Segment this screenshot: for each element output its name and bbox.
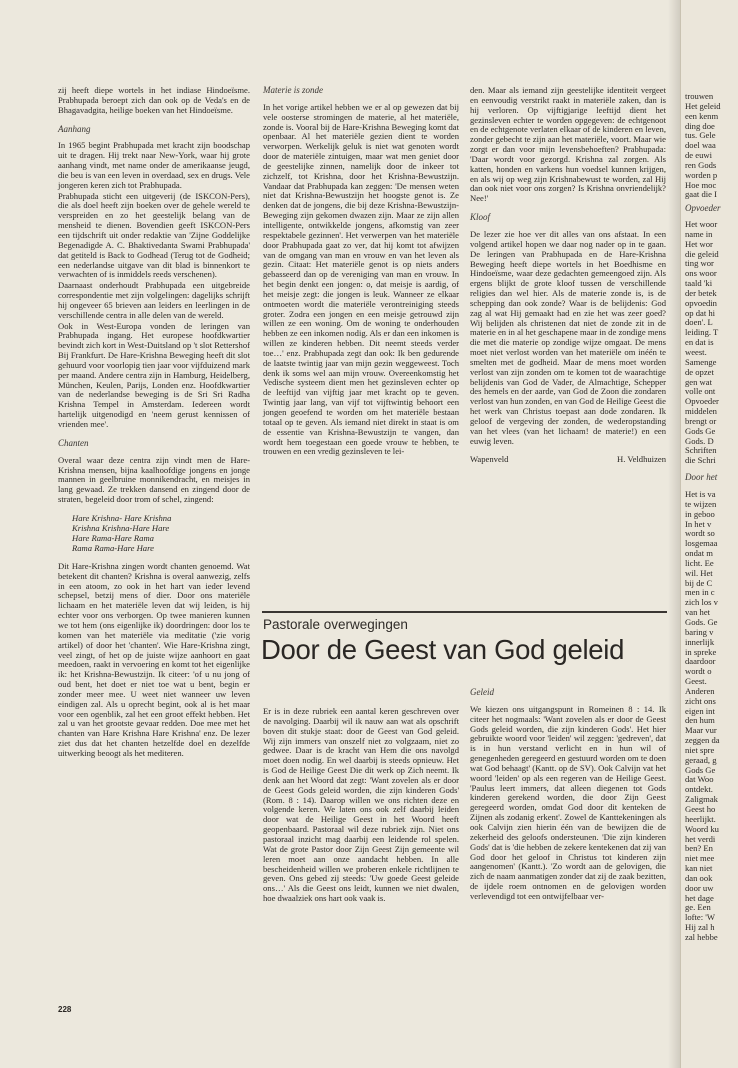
next-page-line: Woord ku — [685, 823, 719, 834]
place: Wapenveld — [470, 453, 509, 464]
author: H. Veldhuizen — [616, 453, 666, 464]
paragraph: Ook in West-Europa vonden de leringen van Prabhupada ingang. Het europese hoofdkwartier bevindt zich kort in West-Duitsland op 't slot Rettershof Bij Frankfurt. De Hare-Krishna Beweging heeft dit slot gehuurd voor voorlopig tien jaar voor vijfduizend mark per maand. Andere centra zijn in Hamburg, Heidelberg, München, Keulen, Parijs, Londen enz. Hoofdkwartier van de nederlandse beweging is de Sri Sri Radha Krishna Tempel in Amsterdam. Iedereen wordt hartelijk uitgenodigd en 'neem gerust kennissen of vrienden mee'. — [58, 320, 250, 429]
next-page-line: Opvoeder — [685, 396, 719, 407]
section-heading-geleid: Geleid — [470, 687, 494, 697]
next-page-line: middelen — [685, 406, 717, 417]
next-page-line: Gods. Ge — [685, 616, 718, 627]
next-page-line: Hij zal h — [685, 922, 715, 933]
article2-column-b — [470, 688, 666, 903]
next-page-line: wil. Het — [685, 567, 713, 578]
next-page-line: Maar vur — [685, 725, 717, 736]
section-heading-chanten: Chanten — [58, 437, 89, 448]
next-page-lines-bottom — [685, 490, 738, 943]
next-page-line: daardoor — [685, 656, 716, 667]
next-page-heading: Door het — [685, 472, 718, 482]
paragraph: De lezer zie hoe ver dit alles van ons afstaat. In een volgend artikel hopen we daar nog nader op in te gaan. De leringen van Prabhupada en de Hare-Krishna Beweging heeft diepe wortels in het Boedhisme en Hindoeïsme, waar deze gedachten gemeengoed zijn. Als ergens blijkt de grote kloof tussen de verschillende religies dan wel hier. Als de materie zonde is, is de schepping dan ook zonde? Waar is de belijdenis: God zag al wat Hij gemaakt had en zie het was zeer goed? Wij belijden als christenen dat niet de zonde zit in de materie en in al het geschapene maar in de zondige mens die met die materie op zondige wijze omgaat. De mens moet niet verlost worden van het materiële om inéén te smelten met de godheid. Maar de mens moet worden verlost van zijn zonden om te komen tot de waarachtige belijdenis van God de Vader, de Almachtige, Schepper des hemels en der aarde, van God de Zoon die zondaren verlost van hun zonden, en van God de Heilige Geest die het werk van Christus toepast aan dode zondaren. Ik geloof de vergeving der zonden, de wederopstanding van het vlees (van het lichaam! de materie!) en een euwig leven. — [470, 228, 666, 446]
next-page-line: name in — [685, 228, 713, 239]
next-page-line: een kenm — [685, 110, 719, 121]
mantra-line: Krishna Krishna-Hare Hare — [72, 522, 170, 533]
next-page-line: trouwen — [685, 91, 714, 101]
next-page-line: doel waa — [685, 140, 716, 151]
next-page-heading: Opvoeder — [685, 203, 721, 213]
article2-column-a — [263, 707, 459, 905]
next-page-line: door uw — [685, 882, 714, 893]
next-page-line: Hoe moc — [685, 179, 717, 190]
next-page-line: van het — [685, 607, 711, 618]
mantra-block — [72, 513, 250, 553]
next-page-line: ge. Een — [685, 902, 711, 913]
paragraph: Daarnaast onderhoudt Prabhupada een uitgebreide correspondentie met zijn volgelingen: dagelijks schrijft hij ongeveer 65 brieven aan leiders en leerlingen in de verschillende centra in alle delen van de wereld. — [58, 280, 250, 320]
left-column — [58, 86, 250, 760]
next-page-line: Het woor — [685, 219, 718, 229]
next-page-line: Geest ho — [685, 804, 716, 814]
next-page-line: volle ont — [685, 386, 716, 397]
middle-column — [263, 86, 459, 458]
next-page-line: ding doe — [685, 120, 715, 131]
next-page-line: ren Gods — [685, 159, 717, 170]
next-page-line: geraad, g — [685, 754, 717, 765]
next-page-line: het verdi — [685, 833, 716, 844]
next-page-fragment — [680, 0, 738, 1068]
section-heading-kloof: Kloof — [470, 212, 491, 223]
mantra-line: Rama Rama-Hare Hare — [72, 542, 154, 553]
next-page-line: wordt o — [685, 666, 712, 677]
next-page-line: die geleid — [685, 248, 719, 259]
next-page-line: zal hebbe — [685, 931, 718, 942]
next-page-heading-1 — [685, 204, 738, 214]
section-heading-materie: Materie is zonde — [263, 85, 323, 95]
next-page-line: gaat die I — [685, 189, 717, 200]
next-page-line: op dat hi — [685, 307, 716, 318]
next-page-line: te wijzen — [685, 498, 717, 509]
next-page-line: eigen int — [685, 705, 715, 716]
page-number: 228 — [58, 1005, 72, 1014]
next-page-line: Het wor — [685, 238, 713, 249]
next-page-line: niet mee — [685, 853, 715, 864]
next-page-line: Geest. — [685, 676, 707, 687]
section-heading-aanhang: Aanhang — [58, 123, 91, 134]
paragraph: We kiezen ons uitgangspunt in Romeinen 8 : 14. Ik citeer het nogmaals: 'Want zovelen als er door de Geest Gods geleid worden, die zijn kinderen Gods'. Het hier gebruikte woord voor 'leiden' wil zeggen: 'gedreven', dat is in hun verstand verlicht en in hun wil of genegenheden geregeerd en gestuurd worden om te doen wat God behaagt' (Kantt. op de SV). Ook Calvijn vat het woord 'leiden' op als een regeren van de Heilige Geest. 'Paulus leert immers, dat alleen diegenen tot Gods kinderen gerekend worden, die door Zijn Geest geregeerd worden, omdat God door dit kenteken de Zijnen als zodanig erkent'. Zowel de Kanttekeningen als ook Calvijn zien hierin één van de bewijzen die de zekerheid des geloofs ondersteunen. 'Die zijn kinderen Gods' dat is 'die hebben de zekere kentekenen dat zij van God door het geloof in Christus tot kinderen zijn aangenomen' (Kantt.). 'Zo wordt aan de gelovigen, die zich de naam aanmatigen zonder dat zij de zaak bezitten, de ijdele roem ontnomen en de gelovigen worden verlevendigd tot een ontwijfelbaar ver- — [470, 703, 666, 901]
next-page-line: niet spre — [685, 744, 715, 755]
next-page-line: taald 'ki — [685, 278, 713, 289]
next-page-line: en dat is — [685, 337, 714, 348]
next-page-line: de opzet — [685, 366, 714, 377]
next-page-line: leiding. T — [685, 327, 719, 338]
next-page-line: baring v — [685, 626, 714, 637]
next-page-line: worden p — [685, 169, 718, 180]
article-title: Door de Geest van God geleid — [261, 634, 625, 665]
next-page-line: weest. — [685, 346, 707, 357]
next-page-line: ting wor — [685, 258, 714, 269]
next-page-line: den hum — [685, 715, 715, 726]
paragraph: den. Maar als iemand zijn geestelijke identiteit vergeet en eenvoudig verstrikt raakt in materiële zaken, dan is hij verloren. Op vijftigjarige leeftijd dient het gezinsleven echter te worden opgegeven: de echtgenoot en de echtgenote verlaten elkaar of de kinderen en leven, zonder gebecht te zijn aan het materiële, voort. Maar wie zorgt er dan voor mijn levensbehoeften? Prabhupada: 'Daar wordt voor gezorgd. Krishna zal zorgen. Als katten, honden en varkens hun voedsel kunnen krijgen, en als wij op weg zijn Krishnabewust te worden, zal Hij dan ook niet voor ons zorgen? Is Krishna onvriendelijk? Nee!' — [470, 85, 666, 204]
next-page-line: In het v — [685, 518, 712, 529]
next-page-line: zicht ons — [685, 695, 716, 706]
next-page-line: lofte: 'W — [685, 912, 715, 923]
section-divider — [262, 611, 667, 613]
next-page-line: zich los v — [685, 597, 718, 608]
next-page-line: wordt so — [685, 528, 715, 539]
next-page-line: in geboo — [685, 508, 715, 519]
intro-paragraph: zij heeft diepe wortels in het indiase Hindoeïsme. Prabhupada beroept zich dan ook op de Veda's en de Bhagavadgita, heilige boeken van het Hindoeïsme. — [58, 85, 250, 115]
next-page-lines-mid — [685, 220, 738, 466]
mantra-line: Hare Krishna- Hare Krishna — [72, 512, 172, 523]
next-page-line: Het is va — [685, 489, 716, 499]
next-page-line: tus. Gele — [685, 130, 716, 141]
paragraph: Overal waar deze centra zijn vindt men de Hare-Krishna mensen, bijna kaalhoofdige jongens en jonge mannen in geelbruine monnikendracht, en meisjes in lang gewaad. Ze trekken dansend en zingend door de straten, begeleid door trom of schel, zingend: — [58, 454, 250, 505]
next-page-line: brengt or — [685, 415, 717, 426]
next-page-line: bij de C — [685, 577, 713, 588]
next-page-line: heerlijkt. — [685, 813, 716, 824]
paragraph: Dit Hare-Krishna zingen wordt chanten genoemd. Wat betekent dit chanten? Krishna is overal aanwezig, zelfs in een atoom, zo ook in het hart van ieder levend schepsel, betzij mens of dier. Door ons materiële lichaam en het materiële leven dat wij leiden, is hij echter voor ons verborgen. Op twee manieren kunnen we tot hem (ons eigenlijke ik) doordringen: door los te komen van het materiële via meditatie ('zie vorig artikel) of door het 'chanten'. Wie Hare-Krishna zingt, veel zingt, of het op de juiste wijze aanhoort en gaat meedoen, raakt in vervoering en komt tot het eigenlijke ik: het Krishna-Bewustzijn. Ik citeer: 'of u nu jong of oud bent, het doet er niet toe wat u bent, begin er zonder meer mee. U weet niet wanneer uw leven eindigen zal. Als u oprecht begint, ook al is het maar voor een ogenblik, zal het een groot effekt hebben. Het zal u van het grootste gevaar redden. Doe mee met het chanten van Hare Krishna Hare Krishna' enz. De lezer ziet dus dat het chanten hetzelfde doel en dezelfde uitwerking beoogt als het mediteren. — [58, 560, 250, 758]
next-page-line: Samenge — [685, 356, 717, 367]
next-page-line: men in c — [685, 587, 715, 598]
next-page-line: dat Woo — [685, 774, 714, 785]
next-page-lines-top — [685, 92, 738, 200]
next-page-line: doen'. L — [685, 317, 713, 328]
paragraph: In het vorige artikel hebben we er al op gewezen dat bij vele oosterse stromingen de materie, al het materiële, zonde is. Vooral bij de Hare-Krishna Beweging komt dat openbaar. Al het materiële gezien dient te worden verworpen. Werkelijk geluk is niet wat genoten wordt door de materiële zintuigen, maar wat men geniet door de geestelijke zinnen, namelijk door de inkeer tot zichzelf, tot Krishna, door het Krishna-Bewustzijn. Vandaar dat Prabhupada kan zeggen: 'De mensen weten niet dat Krishna-Bewustzijn het hoogste genot is. Ze denken dat de jongens, die bij deze Krishna-Bewustzijn-Beweging zijn gekomen dwazen zijn. Maar ze zijn allen intelligente, ontwikkelde jongens, afkomstig van zeer respektabele gezinnen'. Het verwerpen van het materiële door Prabhupada gaat zo ver, dat hij komt tot afwijzen van de omgang van man en vrouw en van het leven als gezin. Citaat: Het materiële genot is op niets anders gebasseerd dan op de vereniging van man en vrouw. In het begin denkt een jongen: o, dat meisje is aardig, of het meisje zegt: die jongen is leuk. Wanneer ze elkaar ontmoeten wordt die materiële verontreiniging steeds groter. Zodra een jongen en een meisje getrouwd zijn willen ze een woning. Om de woning te onderhouden hebben ze een inkomen nodig. Als er dan een inkomen is willen ze kinderen hebben. Dit neemt steeds verder toe…' enz. Prabhupada zegt dan ook: Ik ben gedurende de laatste twintig jaar van mijn gezin weggeweest. Toch denk ik soms wel aan mijn vrouw. Overeenkomstig het Vedische systeem dient men het gezinsleven echter op de leeftijd van vijftig jaar met kracht op te geven. Twintig jaar lang, van vijf tot vijftwintig behoort een jongen geoefend te worden om het materiële bestaan totaal op te geven. Als iemand niet direkt in staat is om de essentie van Krishna-Bewustzijn te vangen, dan wordt hem toegestaan een goede vrouw te hebben, te trouwen en een vredig gezinsleven te lei- — [263, 101, 459, 457]
next-page-line: kan niet — [685, 863, 713, 874]
next-page-line: het dage — [685, 892, 714, 903]
next-page-line: ondat m — [685, 548, 713, 559]
next-page-line: die Schri — [685, 455, 716, 466]
next-page-line: Gods Ge — [685, 425, 716, 436]
next-page-line: Gods Ge — [685, 764, 716, 775]
next-page-line: Het geleid — [685, 100, 721, 111]
next-page-line: Schriften — [685, 445, 717, 456]
right-column — [470, 86, 666, 464]
next-page-line: der betek — [685, 287, 717, 298]
next-page-line: innerlijk — [685, 636, 715, 647]
paragraph: In 1965 begint Prabhupada met kracht zijn boodschap uit te dragen. Hij trekt naar New-York, waar hij grote aanhang vindt, met name onder de amerikaanse jeugd, die beu is van een leven in overdaad, sex en drugs. Vele jongeren keren zich tot Prabhupada. — [58, 140, 250, 190]
next-page-heading-2 — [685, 473, 738, 483]
next-page-line: Zaligmak — [685, 794, 718, 805]
next-page-line: dan ook — [685, 872, 713, 883]
paragraph: Er is in deze rubriek een aantal keren geschreven over de navolging. Daarbij wil ik nauw aan wat als opschrift boven dit stukje staat: door de Geest van God geleid. Wij zijn immers van onszelf niet zo volgzaam, niet zo gedwee. Daar is de kracht van Hem die ons navolgd moet doen nodig. En wel daarbij is steeds opnieuw. Het is God de Heilige Geest Die dit werk op Zich neemt. Ik denk aan het Woord dat zegt: 'Want zovelen als er door de Geest Gods geleid worden, die zijn kinderen Gods' (Rom. 8 : 14). Daarop willen we ons richten deze en volgende keren. We laten ons ook zelf daarbij leiden door wat de Heilige Geest in het Woord heeft geopenbaard. Pastoraal wil deze rubriek zijn. Niet ons pastoraal inzicht mag daarbij een leidende rol spelen. Wat de grote Pastor door Zijn Geest Zijn gemeente wil leren moet aan onze aandacht hebben. In alle bescheidenheid willen we proberen enkele richtlijnen te geven. Ons gebed zij steeds: 'Uw goede Geest geleide ons…' Als die Geest ons leidt, kunnen we niet dwalen, hoe dwaalziek ons hart ook vaak is. — [263, 706, 459, 904]
next-page-line: opvoedin — [685, 297, 717, 308]
next-page-line: licht. Ee — [685, 557, 714, 568]
next-page-line: Gods. D — [685, 435, 714, 446]
next-page-line: ben? En — [685, 843, 713, 854]
next-page-line: gen wat — [685, 376, 712, 387]
next-page-line: ons woor — [685, 268, 717, 279]
signature-row — [470, 455, 666, 465]
next-page-line: in spreke — [685, 646, 717, 657]
next-page-line: de euwi — [685, 150, 712, 161]
next-page-line: losgemaa — [685, 538, 718, 549]
next-page-line: ontdekt. — [685, 784, 713, 795]
article-kicker: Pastorale overwegingen — [263, 617, 408, 632]
paragraph: Prabhupada sticht een uitgeverij (de ISKCON-Pers), die als doel heeft zijn boeken over de gehele wereld te verspreiden en zo het geestelijk belang van de mensheid te dienen. Bovendien geeft ISKCON-Pers een tijdschrift uit onder redaktie van 'Zijne Goddelijke Begenadigde A. C. Bhaktivedanta Swami Prabhupada' dat getiteld is Back to Godhead (Terug tot de Godheid; een nederlandse uitgave van dit blad is binnenkort te verwachten of is inmiddels reeds verschenen). — [58, 190, 250, 280]
next-page-line: zeggen da — [685, 735, 720, 746]
next-page-line: Anderen — [685, 685, 715, 696]
mantra-line: Hare Rama-Hare Rama — [72, 532, 154, 543]
